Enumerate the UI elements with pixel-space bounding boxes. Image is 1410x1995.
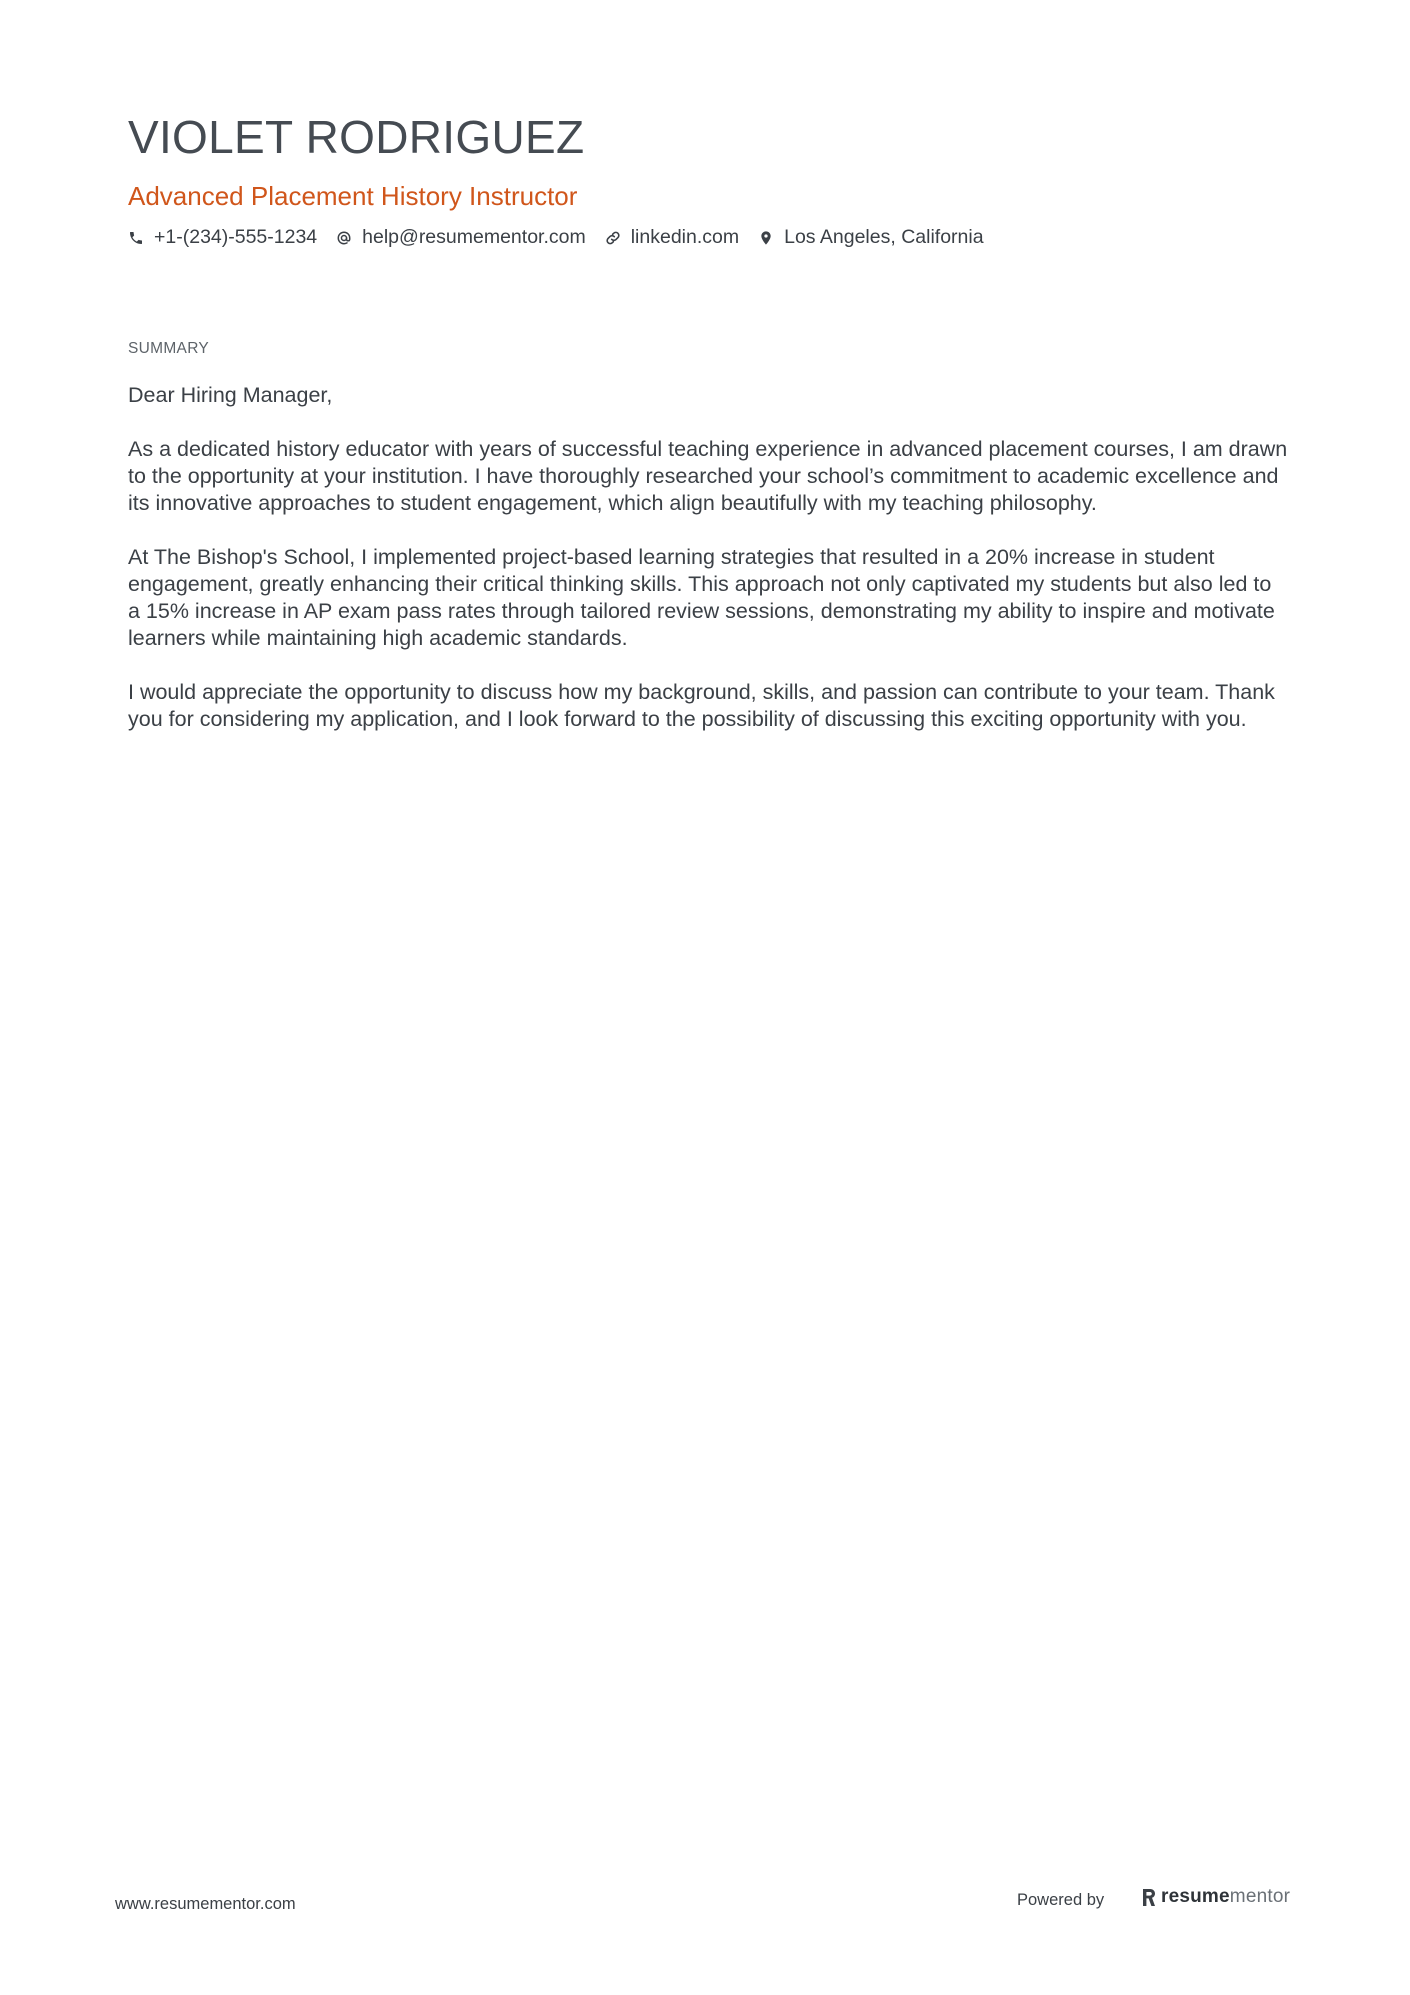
link-icon	[605, 230, 621, 246]
salutation: Dear Hiring Manager,	[128, 383, 333, 407]
location-text: Los Angeles, California	[784, 226, 984, 248]
contact-phone	[128, 226, 317, 249]
brand-wordmark-mentor: mentor	[1229, 1886, 1291, 1907]
brand-wordmark-resume: resume	[1161, 1886, 1230, 1907]
contact-linkedin[interactable]	[605, 226, 739, 249]
contact-location	[758, 226, 983, 249]
letter-paragraph-2: At The Bishop's School, I implemented project-based learning strategies that resulted in a 20% increase in student engagement, greatly enhancing their critical thinking skills. This approach not only captivated my students but also led to a 15% increase in AP exam pass rates through tailored review sessions, demonstrating my ability to inspire and motivate learners while maintaining high academic standards.	[128, 545, 1275, 650]
brand-logo[interactable]	[1142, 1886, 1290, 1908]
candidate-name: VIOLET RODRIGUEZ	[128, 111, 585, 163]
footer-url[interactable]: www.resumementor.com	[115, 1895, 296, 1913]
resumementor-logo-icon	[1142, 1888, 1156, 1907]
letter-paragraph-1: As a dedicated history educator with years of successful teaching experience in advanced placement courses, I am drawn to the opportunity at your institution. I have thoroughly researched your school’s commitment to academic excellence and its innovative approaches to student engagement, which align beautifully with my teaching philosophy.	[128, 437, 1288, 515]
brand-wordmark	[1161, 1886, 1290, 1908]
letter-paragraph-3: I would appreciate the opportunity to discuss how my background, skills, and passion can contribute to your team. Thank you for considering my application, and I look forward to the possibility of discussing this exciting opportunity with you.	[128, 680, 1275, 731]
job-title: Advanced Placement History Instructor	[128, 181, 578, 211]
summary-heading: SUMMARY	[128, 340, 210, 357]
phone-icon	[128, 230, 144, 246]
phone-text: +1-(234)-555-1234	[154, 226, 318, 248]
contact-email[interactable]	[336, 226, 586, 249]
linkedin-text[interactable]: linkedin.com	[630, 226, 740, 248]
map-pin-icon	[758, 230, 774, 246]
contact-bar	[128, 226, 1003, 249]
at-icon	[336, 230, 352, 246]
cover-letter-body	[128, 382, 1288, 760]
email-text[interactable]: help@resumementor.com	[362, 226, 586, 248]
powered-by-label: Powered by	[1017, 1891, 1105, 1909]
